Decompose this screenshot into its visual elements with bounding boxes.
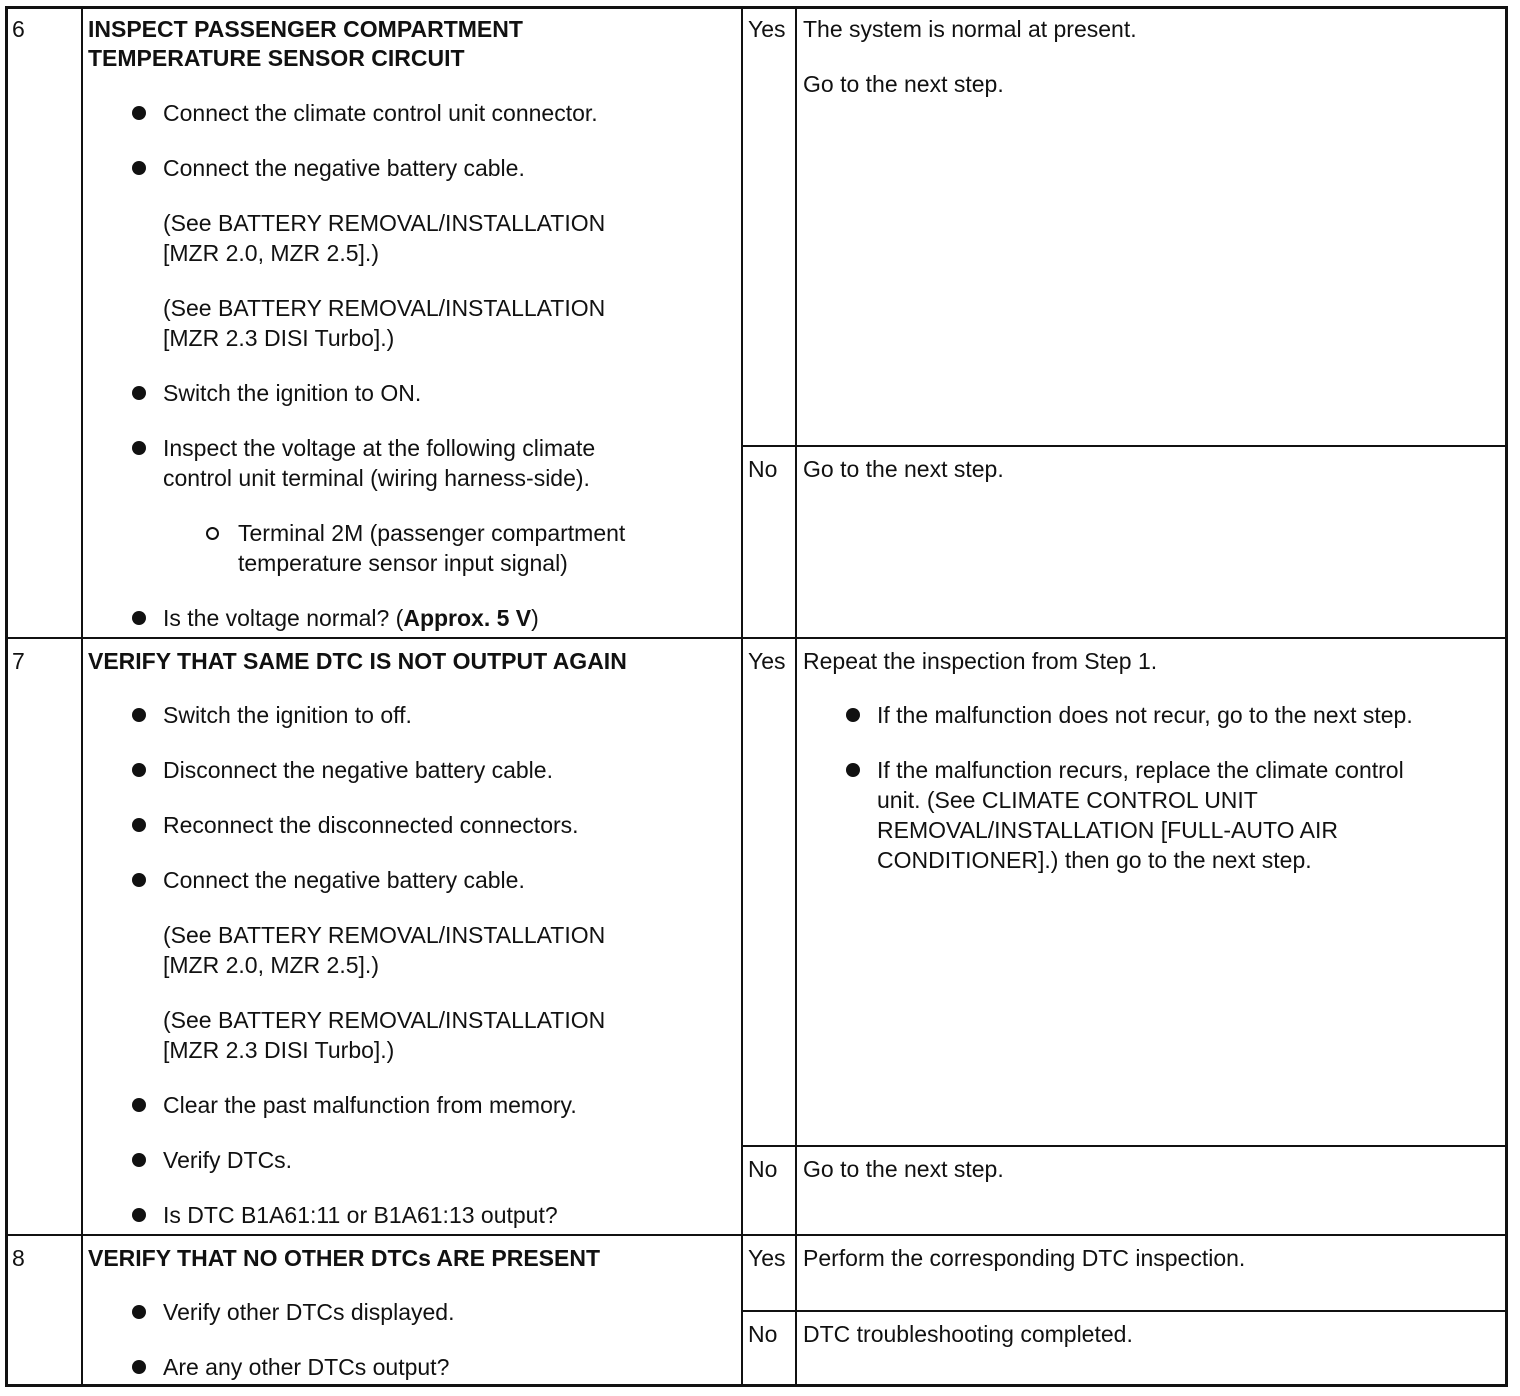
bullet-icon: [132, 611, 146, 625]
yes-result: Perform the corresponding DTC inspection.: [803, 1245, 1246, 1271]
no-label: No: [748, 1156, 778, 1182]
action-item: Disconnect the negative battery cable.: [163, 757, 553, 783]
no-label: No: [748, 1321, 778, 1347]
bullet-icon: [132, 1208, 146, 1222]
action-item: Switch the ignition to ON.: [163, 380, 422, 406]
step-title: VERIFY THAT NO OTHER DTCs ARE PRESENT: [88, 1245, 601, 1271]
action-item: Switch the ignition to off.: [163, 702, 412, 728]
bullet-icon: [132, 386, 146, 400]
step-title: INSPECT PASSENGER COMPARTMENT: [88, 16, 523, 42]
row-divider-7-8: [6, 1234, 1507, 1236]
action-item: control unit terminal (wiring harness-side).: [163, 465, 590, 491]
yes-result-item: If the malfunction does not recur, go to the next step.: [877, 702, 1413, 728]
action-item: Verify DTCs.: [163, 1147, 293, 1173]
bullet-icon: [132, 161, 146, 175]
bullet-icon: [846, 763, 860, 777]
bullet-icon: [132, 708, 146, 722]
action-item: Connect the climate control unit connector.: [163, 100, 598, 126]
reference-text: (See BATTERY REMOVAL/INSTALLATION: [163, 922, 606, 948]
bullet-icon: [132, 763, 146, 777]
yes-result: The system is normal at present.: [803, 16, 1137, 42]
question: Is DTC B1A61:11 or B1A61:13 output?: [163, 1202, 558, 1228]
bullet-icon: [132, 818, 146, 832]
step-title: VERIFY THAT SAME DTC IS NOT OUTPUT AGAIN: [88, 648, 627, 674]
yes-result-item: CONDITIONER].) then go to the next step.: [877, 847, 1312, 873]
action-item: Inspect the voltage at the following climate: [163, 435, 596, 461]
reference-text: [MZR 2.0, MZR 2.5].): [163, 952, 379, 978]
bullet-icon: [132, 1360, 146, 1374]
yes-no-divider-6: [741, 445, 1507, 447]
sub-bullet-icon: [206, 527, 219, 540]
no-result: Go to the next step.: [803, 1156, 1004, 1182]
reference-text: (See BATTERY REMOVAL/INSTALLATION: [163, 295, 606, 321]
bullet-icon: [132, 1153, 146, 1167]
yes-result: Repeat the inspection from Step 1.: [803, 648, 1158, 674]
step-number: 7: [12, 648, 25, 674]
action-item: Connect the negative battery cable.: [163, 867, 525, 893]
bullet-icon: [132, 441, 146, 455]
no-label: No: [748, 456, 778, 482]
no-result: Go to the next step.: [803, 456, 1004, 482]
reference-text: [MZR 2.3 DISI Turbo].): [163, 325, 395, 351]
bullet-icon: [132, 106, 146, 120]
step-number: 6: [12, 16, 25, 42]
bullet-icon: [132, 1305, 146, 1319]
column-divider-result: [795, 8, 797, 1386]
action-item: Reconnect the disconnected connectors.: [163, 812, 579, 838]
reference-text: (See BATTERY REMOVAL/INSTALLATION: [163, 1007, 606, 1033]
yes-result-item: REMOVAL/INSTALLATION [FULL-AUTO AIR: [877, 817, 1338, 843]
yes-label: Yes: [748, 1245, 786, 1271]
yes-label: Yes: [748, 16, 786, 42]
bullet-icon: [132, 1098, 146, 1112]
question-prefix: Is the voltage normal? (: [163, 605, 404, 631]
no-result: DTC troubleshooting completed.: [803, 1321, 1133, 1347]
question: [163, 603, 539, 633]
yes-result-item: If the malfunction recurs, replace the climate control: [877, 757, 1404, 783]
question-value: Approx. 5 V: [403, 605, 532, 631]
action-item: Verify other DTCs displayed.: [163, 1299, 455, 1325]
reference-text: [MZR 2.3 DISI Turbo].): [163, 1037, 395, 1063]
question-suffix: ): [531, 605, 539, 631]
step-title: TEMPERATURE SENSOR CIRCUIT: [88, 45, 465, 71]
yes-no-divider-7: [741, 1145, 1507, 1147]
bullet-icon: [132, 873, 146, 887]
action-item: Connect the negative battery cable.: [163, 155, 525, 181]
question: Are any other DTCs output?: [163, 1354, 450, 1380]
column-divider-step: [81, 8, 83, 1386]
sub-item: Terminal 2M (passenger compartment: [238, 520, 626, 546]
yes-no-divider-8: [741, 1310, 1507, 1312]
yes-result-item: unit. (See CLIMATE CONTROL UNIT: [877, 787, 1258, 813]
reference-text: (See BATTERY REMOVAL/INSTALLATION: [163, 210, 606, 236]
bullet-icon: [846, 708, 860, 722]
row-divider-6-7: [6, 637, 1507, 639]
yes-label: Yes: [748, 648, 786, 674]
step-number: 8: [12, 1245, 25, 1271]
yes-result: Go to the next step.: [803, 71, 1004, 97]
reference-text: [MZR 2.0, MZR 2.5].): [163, 240, 379, 266]
sub-item: temperature sensor input signal): [238, 550, 568, 576]
action-item: Clear the past malfunction from memory.: [163, 1092, 577, 1118]
column-divider-action: [741, 8, 743, 1386]
